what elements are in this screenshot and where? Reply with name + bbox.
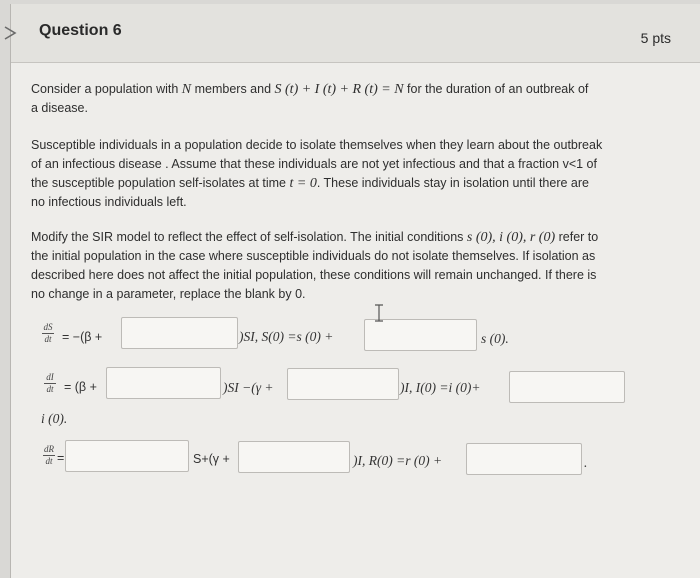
intro-n: N — [181, 82, 192, 97]
eq2-text-1: = (β + — [64, 380, 97, 394]
eq2-blank-3[interactable] — [509, 371, 625, 403]
isolation-line-4: no infectious individuals left. — [31, 195, 187, 209]
intro-text-a: Consider a population with — [31, 82, 182, 96]
eq1-text-3: s (0). — [481, 331, 509, 346]
isolation-line-2: of an infectious disease . Assume that these individuals are not yet infectious and that a fraction v<1 of — [31, 157, 597, 171]
dr-dt-fraction — [43, 445, 55, 466]
isolation-line-1: Susceptible individuals in a population decide to isolate themselves when they learn about the outbreak — [31, 138, 603, 152]
intro-equation: S (t) + I (t) + R (t) = N — [274, 82, 404, 97]
dr-numerator: dR — [44, 444, 54, 454]
intro-paragraph — [31, 80, 661, 118]
intro-text-f: a disease. — [31, 101, 88, 115]
eq3-blank-1[interactable] — [65, 440, 189, 472]
eq3-blank-2[interactable] — [238, 441, 350, 473]
intro-text-e: for the duration of an outbreak of — [403, 82, 589, 96]
eq3-text-2: S+(γ + — [193, 452, 230, 466]
initial-conditions: s (0), i (0), r (0) — [466, 230, 556, 245]
eq2-blank-1[interactable] — [106, 367, 221, 399]
model-paragraph — [31, 228, 661, 304]
question-points: 5 pts — [640, 30, 671, 46]
question-header — [11, 4, 700, 63]
eq2-text-3: )I, I(0) =i (0)+ — [400, 380, 481, 395]
eq3-text-1: = — [57, 451, 65, 465]
eq1-text-1: = −(β + — [62, 330, 103, 344]
eq2-text-4: i (0). — [41, 411, 68, 426]
ds-numerator: dS — [43, 322, 53, 332]
model-line-1a: Modify the SIR model to reflect the effect of self-isolation. The initial conditions — [31, 230, 467, 244]
model-line-3: described here does not affect the initial population, these conditions will remain unchanged. If there is — [31, 268, 597, 282]
eq2-blank-2[interactable] — [287, 368, 399, 400]
chevron-right-icon[interactable] — [3, 26, 17, 40]
model-line-4: no change in a parameter, replace the blank by 0. — [31, 287, 306, 301]
isolation-paragraph — [31, 136, 661, 212]
isolation-time: t = 0 — [289, 176, 317, 191]
di-numerator: dI — [44, 373, 56, 384]
eq1-blank-2[interactable] — [364, 319, 477, 351]
model-line-1c: refer to — [555, 230, 599, 244]
isolation-line-3a: the susceptible population self-isolates at time — [31, 176, 290, 190]
ds-denominator: dt — [44, 334, 52, 344]
eq3-blank-3[interactable] — [466, 443, 582, 475]
dr-denominator: dt — [45, 456, 53, 466]
ds-dt-fraction — [42, 323, 54, 344]
text-cursor-icon — [372, 304, 386, 322]
intro-text-c: members and — [191, 82, 275, 96]
eq1-text-2: )SI, S(0) =s (0) + — [239, 329, 334, 344]
di-dt-fraction — [44, 373, 56, 394]
eq3-text-4: . — [584, 455, 588, 470]
eq1-blank-1[interactable] — [121, 317, 238, 349]
di-denominator: dt — [46, 384, 54, 394]
question-title: Question 6 — [39, 22, 122, 39]
eq2-text-2: )SI −(γ + — [223, 380, 274, 395]
model-line-2: the initial population in the case where susceptible individuals do not isolate themselves. If isolation as — [31, 249, 596, 263]
eq3-text-3: )I, R(0) =r (0) + — [353, 453, 443, 468]
isolation-line-3c: . These individuals stay in isolation until there are — [316, 176, 589, 190]
